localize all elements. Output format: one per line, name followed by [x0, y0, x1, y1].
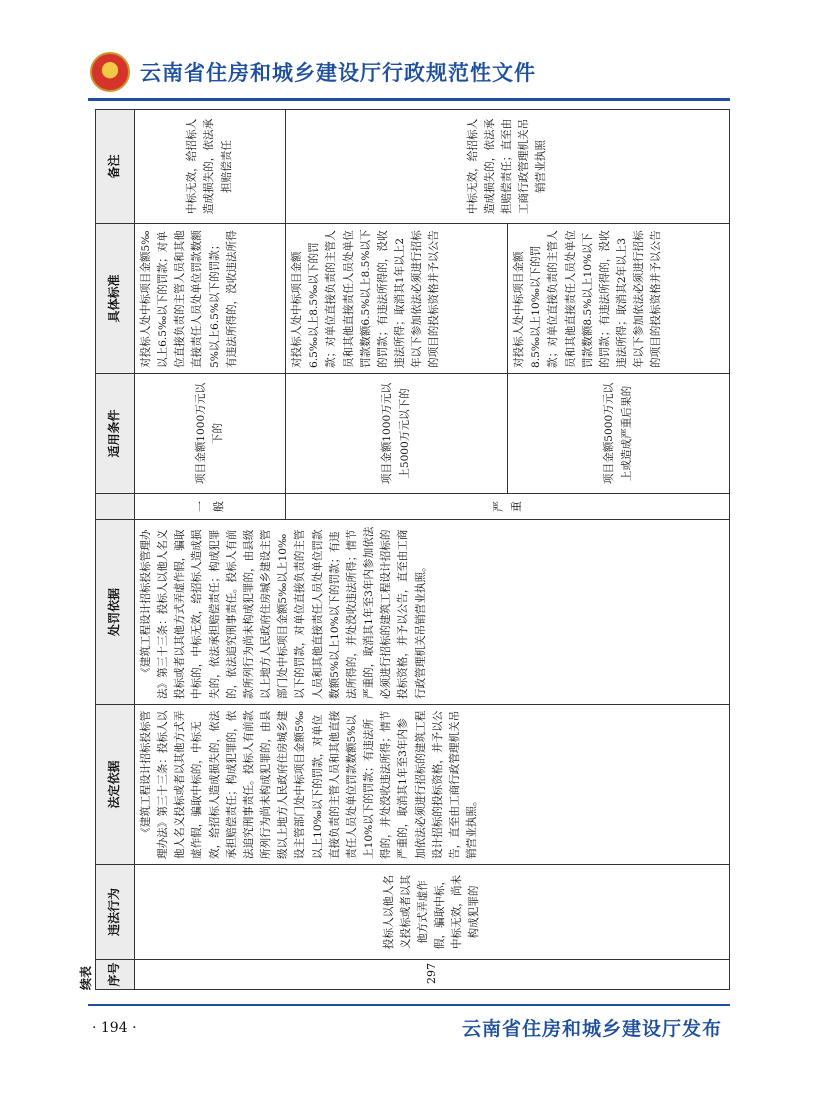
level-general: 一般	[135, 494, 286, 520]
legal-basis-text: 《建筑工程设计招标投标管理办法》第三十三条：投标人以他人名义投标或者以其他方式弄虚作假，骗取中标的，中标无效，给招标人造成损失的，依法承担赔偿责任；构成犯罪的，依法追究刑事责任。投标人有前款所列行为尚未构成犯罪的，由县级以上地方人民政府住房城乡建设主管部门处中标项目金额5‰以上10‰以下的罚款，对单位直接负责的主管人员和其他直接责任人员处单位罚款数额5%以上10%以下的罚款；有违法所得的，并处没收违法所得；情节严重的，取消其1年至3年内参加依法必须进行招标的建筑工程设计招标的投标资格，并予以公告，直至由工商行政管理机关吊销营业执照。	[140, 710, 478, 859]
standard-general: 对投标人处中标项目金额5‰以上6.5‰以下的罚款；对单位直接负责的主管人员和其他直接责任人员处单位罚款数额5%以上6.5%以下的罚款；有违法所得的，没收违法所得	[135, 224, 286, 374]
note-general: 中标无效，给招标人造成损失的，依法承担赔偿责任	[135, 110, 286, 224]
header-divider	[88, 98, 730, 101]
condition-serious-1: 项目金额1000万元以上5000万元以下的	[286, 374, 508, 494]
footer-publisher: 云南省住房和城乡建设厅发布	[462, 1018, 723, 1040]
col-header-level	[96, 494, 135, 520]
national-emblem-icon	[90, 52, 130, 92]
col-header-legal-basis: 法定依据	[96, 705, 135, 865]
standard-serious-2: 对投标人处中标项目金额8.5‰以上10‰以下的罚款；对单位直接负责的主管人员和其他直接责任人员处单位罚款数额8.5%以上10%以下的罚款；有违法所得的，没收违法所得；取消其2年以上3年以下参加依法必须进行招标的项目的投标资格并予以公告	[508, 224, 730, 374]
col-header-penalty-basis: 处罚依据	[96, 520, 135, 705]
standard-serious-1: 对投标人处中标项目金额6.5‰以上8.5‰以下的罚款；对单位直接负责的主管人员和其他直接责任人员处单位罚款数额6.5%以上8.5%以下的罚款；有违法所得的，没收违法所得；取消其1年以上2年以下参加依法必须进行招标的项目的投标资格并予以公告	[286, 224, 508, 374]
rotated-table-container	[79, 110, 730, 990]
table-header-row	[96, 110, 135, 990]
header-title: 云南省住房和城乡建设厅行政规范性文件	[140, 61, 536, 85]
col-header-standard: 具体标准	[96, 224, 135, 374]
table-frame	[79, 110, 730, 990]
col-header-note: 备注	[96, 110, 135, 224]
table-row	[135, 110, 286, 990]
page-number: · 194 ·	[92, 1020, 137, 1036]
col-header-number: 序号	[96, 960, 135, 990]
violation-cell: 投标人以他人名义投标或者以其他方式弄虚作假，骗取中标，中标无效，尚未构成犯罪的	[135, 865, 730, 960]
penalty-basis-cell	[135, 520, 730, 705]
col-header-condition: 适用条件	[96, 374, 135, 494]
footer-divider	[88, 1004, 730, 1006]
note-serious: 中标无效，给招标人造成损失的，依法承担赔偿责任；直至由工商行政管理机关吊销营业执照	[286, 110, 730, 224]
penalty-basis-text: 《建筑工程设计招标投标管理办法》第三十三条：投标人以他人名义投标或者以其他方式弄虚作假，骗取中标的，中标无效，给招标人造成损失的，依法承担赔偿责任；构成犯罪的，依法追究刑事责任。投标人有前款所列行为尚未构成犯罪的，由县级以上地方人民政府住房城乡建设主管部门处中标项目金额5‰以上10‰以下的罚款，对单位直接负责的主管人员和其他直接责任人员处单位罚款数额5%以上10%以下的罚款；有违法所得的，并处没收违法所得；情节严重的，取消其1年至3年内参加依法必须进行招标的建筑工程设计招标的投标资格，并予以公告，直至由工商行政管理机关吊销营业执照。	[140, 526, 427, 699]
level-serious: 严重	[286, 494, 730, 520]
condition-general: 项目金额1000万元以下的	[135, 374, 286, 494]
row-number: 297	[135, 960, 730, 990]
continued-label: 续表	[79, 965, 93, 990]
col-header-violation: 违法行为	[96, 865, 135, 960]
condition-serious-2: 项目金额5000万元以上或造成严重后果的	[508, 374, 730, 494]
document-header	[90, 52, 536, 92]
penalty-table	[95, 109, 730, 990]
legal-basis-cell	[135, 705, 730, 865]
